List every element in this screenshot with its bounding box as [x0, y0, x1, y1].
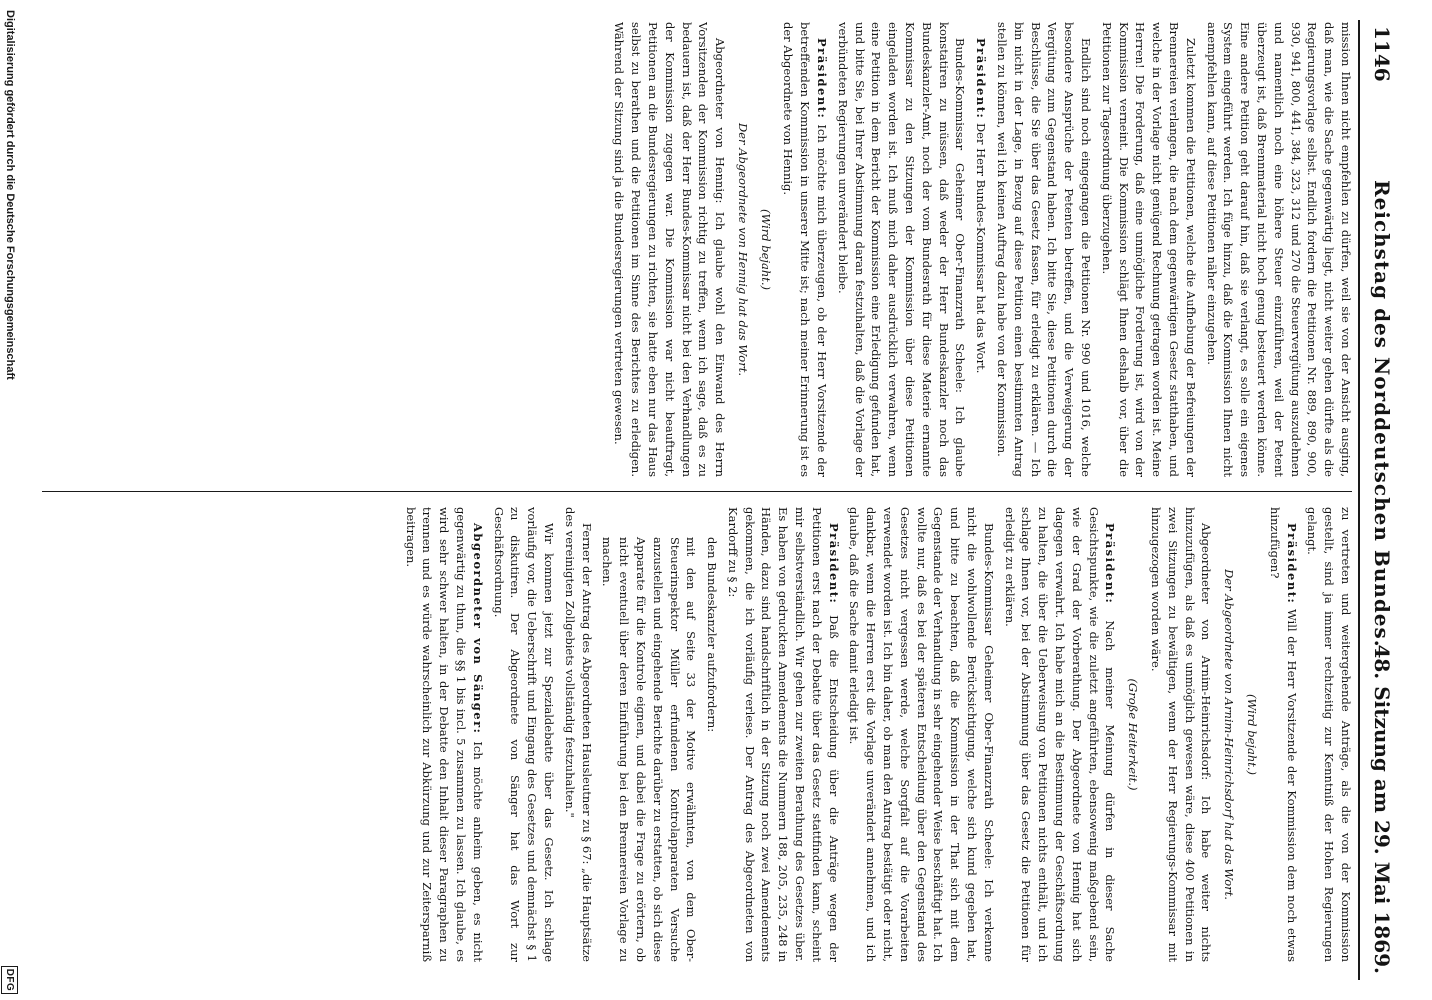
- speaker-name: Präsident:: [815, 38, 830, 120]
- speech: [1001, 507, 1119, 962]
- speaker-name: Präsident:: [1103, 523, 1118, 605]
- paragraph: Zuletzt kommen die Petitionen, welche die Aufhebung der Befreiungen der Brennereien verlangen, die nach dem gegenwärtigen Gesetz statthaben, und welche in der Vorlage nicht genügend Rechnung getragen worden ist. Meine Herren! Die Forderung, daß eine unmögliche Forderung ist, wird von der Kommission verneint. Die Kommission schlägt Ihnen deshalb vor, über die Petitionen zur Tagesordnung überzugehen.: [1099, 22, 1198, 477]
- speech-text: Daß die Entscheidung über die Anträge wegen der Petitionen erst nach der Debatte über das Gesetz stattfinden kann, scheint mir selbstverständlich. Wir gehen zur zweiten Berathung des Gesetzes über. Es haben von gedruckten Amendements die Nummern 188, 205, 235, 248 in Händen, dazu sind handschriftlich in der Sitzung noch zwei Amendements gekommen, die ich vorläufig verlese. Der Antrag des Abgeordneten von Kardorff zu § 2:: [725, 507, 841, 962]
- paragraph: Endlich sind noch eingegangen die Petitionen Nr. 990 und 1016, welche besondere Ansprüche der Petenten betreffen, und die Verweigerung der Vergütung zum Gegenstand haben. Ich bitte Sie, diese Petitionen durch die Beschlüsse, die Sie über das Gesetz fassen, für erledigt zu erklären. — Ich bin nicht in der Lage, in Bezug auf diese Petition einen bestimmten Antrag stellen zu können, weil ich keinen Auftrag dazu habe von der Kommission.: [995, 22, 1094, 477]
- column-divider: [42, 491, 1352, 492]
- quoted-motion: Ferner der Antrag des Abgeordneten Hausleutner zu § 67: „die Hauptsätze des vereinigten Zollgebiets vollständig festzuhalten.": [562, 507, 594, 962]
- speaker-announcement: Der Abgeordnete von Arnim-Heinrichsdorf hat das Wort.: [1222, 569, 1237, 900]
- speech-text: Ich möchte mich überzeugen, ob der Herr Vorsitzende der betreffenden Kommission in unserer Mitte ist; nach meiner Erinnerung ist es der Abgeordnete von Hennig.: [781, 22, 830, 477]
- paragraph: zu vertreten und weitergehende Anträge, als die von der Kommission gestellt, sind ja immer rechtzeitig zur Kenntniß der Hohen Regierungen gelangt.: [1305, 507, 1353, 962]
- paragraph: Abgeordneter von Hennig: Ich glaube wohl den Einwand des Herrn Vorsitzenden der Kommission richtig zu treffen, wenn ich sage, daß es zu bedauern ist, daß der Herr Bundes-Kommissar nicht bei den Verhandlungen der Kommission zugegen war. Die Kommission war nicht beauftragt, Petitionen an die Bundesregierungen zu richten, sie hatte eben nur das Haus selbst zu berathen und die Petitionen im Sinne des Berichtes zu erledigen. Während der Sitzung sind ja die Bundesregierungen vertreten gewesen.: [612, 22, 728, 477]
- quoted-motion: mit den auf Seite 33 der Motive erwähnten, von dem Ober-Steuerinspektor Müller erfundenen Kontrolapparaten Versuche anzustellen und eingehende Berichte darüber zu erstatten, ob sich diese Apparate für die Kontrole eignen, und dabei die Frage zu erörtern, ob nicht eventuell über deren Einführung bei den Brennereien Vorlage zu machen.: [600, 537, 699, 962]
- dfg-logo: DFG: [1, 966, 18, 994]
- stage-direction: (Wird bejaht.): [758, 208, 773, 291]
- right-column: [24, 507, 1354, 962]
- speech-text: Der Herr Bundes-Kommissar hat das Wort.: [974, 122, 989, 374]
- speaker-name: Präsident:: [826, 523, 841, 605]
- quoted-motion: den Bundeskanzler aufzufordern:: [705, 537, 720, 733]
- stage-direction: (Wird bejaht.): [1245, 693, 1260, 776]
- speech: [972, 22, 989, 477]
- stage-direction: (Große Heiterkeit.): [1126, 678, 1141, 791]
- paragraph: Bundes-Kommissar Geheimer Ober-Finanzrath Scheele: Ich glaube konstatiren zu müssen, daß weder der Herr Bundeskanzler noch das Bundeskanzler-Amt, noch der vom Bundesrath für diese Materie ernannte Kommissar zu den Sitzungen der Kommission über diese Petitionen eingeladen worden ist. Ich muß mich daher ausdrücklich verwahren, wenn eine Petition in dem Bericht der Kommission eine Erledigung gefunden hat, und bitte Sie, bei Ihrer Abstimmung daran festzuhalten, daß die Vorlage der verbündeten Regierungen unverändert bleibe.: [835, 22, 968, 477]
- speaker-name: Präsident:: [974, 38, 989, 120]
- speech: [724, 507, 842, 962]
- page-number: 1146: [1370, 26, 1394, 82]
- paragraph: mission Ihnen nicht empfehlen zu dürfen, weil sie von der Ansicht ausging, daß man, wie die Sache gegenwärtig liegt, nicht weiter gehen dürfte als die Regierungsvorlage selbst. Endlich fordern die Petitionen Nr. 889, 890, 900, 930, 941, 800, 441, 384, 323, 312 und 270 die Steuervergütung auszudehnen und namentlich noch eine höhere Steuer einzuführen, weil der Petent überzeugt ist, daß Brennmaterial nicht hoch genug besteuert werden könne. Eine andere Petition geht darauf hin, daß sie verlangt, es solle ein eigenes System eingeführt werden. Ich füge hinzu, daß die Kommission Ihnen nicht anempfehlen kann, auf diese Petitionen näher einzugehen.: [1204, 22, 1353, 477]
- left-column: [24, 22, 1354, 477]
- page-footer: [0, 0, 20, 1000]
- speaker-name: Abgeordneter von Sänger:: [470, 523, 485, 735]
- speech-text: Will der Herr Vorsitzende der Kommission dem noch etwas hinzufügen?: [1267, 507, 1299, 962]
- paragraph: Bundes-Kommissar Geheimer Ober-Finanzrath Scheele: Ich verkenne nicht die wohlwollende Berücksichtigung, welche sich kund gegeben hat, und bitte zu beachten, daß die Kommission in der That sich mit dem Gegenstande der Verhandlung in sehr eingehender Weise beschäftigt hat. Ich wollte nur, daß es bei der späteren Entscheidung über den Gegenstand des Gesetzes nicht vergessen werde, welche Sorgfalt auf die Vorarbeiten verwendet worden ist. Ich bin daher, ob man den Antrag bestätigt oder nicht, dankbar, wenn die Herren erst die Vorlage unverändert annehmen, und ich glaube, daß die Sache damit erledigt ist.: [847, 507, 996, 962]
- paragraph: Wir kommen jetzt zur Spezialdebatte über das Gesetz. Ich schlage vorläufig vor, die Ueberschrift und Eingang des Gesetzes und demnächst § 1 zu diskutiren. Der Abgeordnete von Sänger hat das Wort zur Geschäftsordnung.: [491, 507, 556, 962]
- paragraph: Abgeordneter von Arnim-Heinrichsdorf: Ich habe weiter nichts hinzuzufügen, als daß es unmöglich gewesen wäre, diese 400 Petitionen in zwei Sitzungen zu bewältigen, wenn der Herr Regierungs-Kommissar mit hinzugezogen worden wäre.: [1149, 507, 1214, 962]
- page-title: Reichstag des Norddeutschen Bundes.: [1370, 180, 1394, 648]
- speaker-name: Präsident:: [1284, 523, 1299, 605]
- page-header: [1358, 20, 1404, 980]
- speech: [780, 22, 830, 477]
- speaker-announcement: Der Abgeordnete von Hennig hat das Wort.: [735, 123, 750, 376]
- speech: [1266, 507, 1300, 962]
- speech-text: Nach meiner Meinung dürfen in dieser Sache Gesichtspunkte, wie die zuletzt angeführten, ebensowenig maßgebend sein, wie der Grad der Vorberathung. Der Abgeordnete von Hennig hat sich dagegen verwahrt. Ich habe mich an die Bestimmung der Geschäftsordnung zu halten, die über die Ueberweisung von Petitionen nichts enthält, und ich schlage Ihnen vor, bei der Abstimmung über das Gesetz die Petitionen für erledigt zu erklären.: [1002, 507, 1118, 962]
- speech: [402, 507, 486, 962]
- speech-text: Ich möchte anheim geben, es nicht gegenwärtig zu thun, die §§ 1 bis incl. 5 zusammen zu lassen. Ich glaube, es wird sehr schwer halten, in der Debatte den Inhalt dieser Paragraphen zu trennen und es würde wahrscheinlich zur Abkürzung und zur Zeitersparniß beitragen.: [403, 507, 485, 962]
- funding-note: Digitalisierung gefördert durch die Deutsche Forschungsgemeinschaft: [4, 10, 16, 380]
- session-label: 48. Sitzung am 29. Mai 1869.: [1370, 644, 1394, 974]
